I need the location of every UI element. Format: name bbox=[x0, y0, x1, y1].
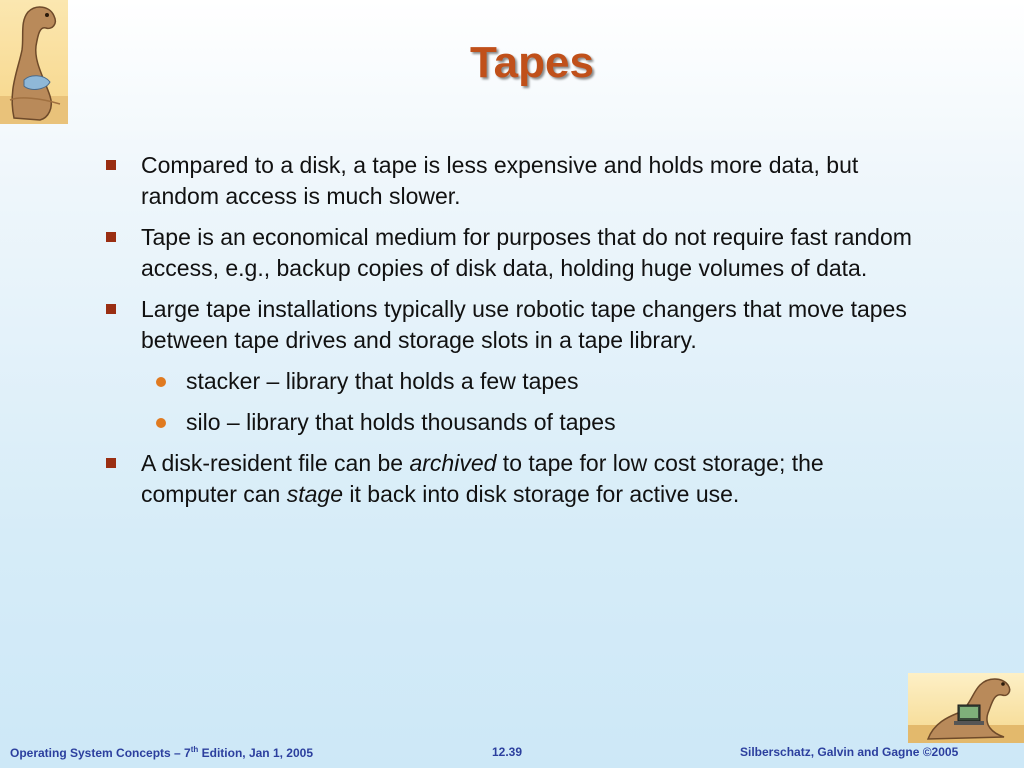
sub-bullet-item bbox=[104, 366, 924, 397]
bullet-item bbox=[104, 448, 924, 510]
bullet-item bbox=[104, 222, 924, 284]
sub-bullet-item bbox=[104, 407, 924, 438]
sub-bullet-text: stacker – library that holds a few tapes bbox=[186, 368, 579, 394]
square-bullet-icon bbox=[106, 160, 116, 170]
bullet-text-part: to tape for low cost storage; the computer can bbox=[141, 450, 824, 507]
square-bullet-icon bbox=[106, 232, 116, 242]
bullet-item bbox=[104, 294, 924, 356]
bullet-text: Compared to a disk, a tape is less expensive and holds more data, but random access is much slower. bbox=[141, 152, 859, 209]
bullet-text: Tape is an economical medium for purposes that do not require fast random access, e.g., backup copies of disk data, holding huge volumes of data. bbox=[141, 224, 912, 281]
emphasis-archived: archived bbox=[409, 450, 497, 476]
bullet-item bbox=[104, 150, 924, 212]
slide-body bbox=[104, 150, 924, 520]
round-bullet-icon bbox=[156, 377, 166, 387]
emphasis-stage: stage bbox=[286, 481, 344, 507]
square-bullet-icon bbox=[106, 458, 116, 468]
square-bullet-icon bbox=[106, 304, 116, 314]
bullet-text-part: A disk-resident file can be bbox=[141, 450, 410, 476]
bullet-text-part: it back into disk storage for active use. bbox=[343, 481, 740, 507]
round-bullet-icon bbox=[156, 418, 166, 428]
footer-authors: Silberschatz, Galvin and Gagne ©2005 bbox=[740, 745, 959, 759]
dinosaur-laptop-icon bbox=[908, 673, 1024, 743]
sub-bullet-text: silo – library that holds thousands of tapes bbox=[186, 409, 616, 435]
bullet-text: Large tape installations typically use robotic tape changers that move tapes between tape drives and storage slots in a tape library. bbox=[141, 296, 907, 353]
footer-course-title: Operating System Concepts – 7th Edition, Jan 1, 2005 bbox=[10, 745, 314, 760]
footer-page-number: 12.39 bbox=[492, 745, 523, 759]
slide-title: Tapes bbox=[470, 38, 594, 87]
